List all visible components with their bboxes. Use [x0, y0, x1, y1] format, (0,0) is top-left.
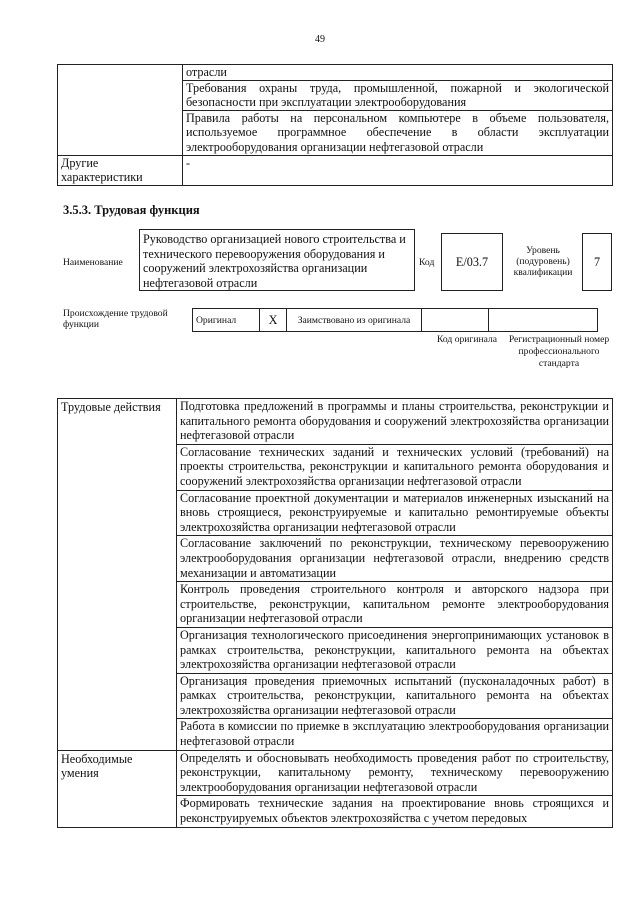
table-cell-text: Согласование проектной документации и материалов инженерных изысканий на вновь строящиеся, реконструируемые и капитально ремонтируемые объекты электрохозяйства организации нефтегазовой отрасли [177, 490, 613, 536]
main-table [57, 398, 613, 828]
table-cell-text: Формировать технические задания на проектирование вновь строящихся и реконструируемых объектов электрохозяйства с учетом передовых [177, 796, 613, 827]
table-row [193, 309, 598, 332]
origin-borrowed-cell: Заимствовано из оригинала [287, 309, 422, 332]
origin-code-cell [422, 309, 489, 332]
group-label: Необходимые умения [58, 750, 177, 827]
code-label: Код [419, 257, 435, 268]
table-cell-text: Организация проведения приемочных испытаний (пусконаладочных работ) в рамках строительства, реконструкции, капитального ремонта на объектах электрохозяйства организации нефтегазовой отрасли [177, 673, 613, 719]
table-row [58, 155, 613, 185]
group-label: Трудовые действия [58, 399, 177, 751]
table-cell-label: Другие характеристики [58, 155, 183, 185]
name-label: Наименование [63, 257, 123, 268]
origin-code-caption: Код оригинала [436, 334, 498, 345]
origin-mark-cell: X [260, 309, 287, 332]
table-row [58, 750, 613, 796]
origin-table [192, 308, 598, 332]
origin-original-cell: Оригинал [193, 309, 260, 332]
table-cell-text: отрасли [183, 65, 613, 81]
table-cell-label [58, 65, 183, 156]
table-cell-text: Правила работы на персональном компьютере в объеме пользователя, используемое программное обеспечение в области эксплуатации электрооборудования организации нефтегазовой отрасли [183, 110, 613, 155]
table-cell-text: Требования охраны труда, промышленной, пожарной и экологической безопасности при эксплуатации электрооборудования [183, 80, 613, 110]
table-cell-text: Контроль проведения строительного контроля и авторского надзора при строительстве, реконструкции, капитальном ремонте электрооборудования организации нефтегазовой отрасли [177, 582, 613, 628]
table-cell-text: Согласование заключений по реконструкции, техническому перевооружению электрооборудования организации нефтегазовой отрасли, внедрению средств механизации и автоматизации [177, 536, 613, 582]
level-box: 7 [582, 233, 612, 291]
table-row [58, 65, 613, 81]
origin-label: Происхождение трудовой функции [63, 308, 168, 330]
table-cell-text: Организация технологического присоединения энергопринимающих установок в рамках строительства, реконструкции, капитального ремонта на объектах электрохозяйства организации нефтегазовой отрасли [177, 627, 613, 673]
table-cell-text: Согласование технических заданий и технических условий (требований) на проекты строительства, реконструкции и капитального ремонта оборудования и сооружений электрохозяйства организации нефтегазовой отрасли [177, 444, 613, 490]
table-cell-text: Подготовка предложений в программы и планы строительства, реконструкции и капитального ремонта оборудования и сооружений электрохозяйства организации нефтегазовой отрасли [177, 399, 613, 445]
origin-reg-caption: Регистрационный номер профессионального стандарта [508, 334, 610, 369]
page-number: 49 [315, 34, 325, 45]
origin-reg-cell [489, 309, 598, 332]
section-heading: 3.5.3. Трудовая функция [63, 203, 200, 217]
level-label: Уровень (подуровень) квалификации [513, 245, 573, 278]
function-name-box: Руководство организацией нового строительства и технического перевооружения оборудования и сооружений электрохозяйства организации нефтегазовой отрасли [139, 229, 415, 291]
code-box: E/03.7 [441, 233, 503, 291]
table-cell-text: Определять и обосновывать необходимость проведения работ по строительству, реконструкции, капитальному ремонту, техническому перевооружению электрооборудования организации нефтегазовой отрасли [177, 750, 613, 796]
continuation-table [57, 64, 613, 186]
table-cell-text: - [183, 155, 613, 185]
table-row [58, 399, 613, 445]
table-cell-text: Работа в комиссии по приемке в эксплуатацию электрооборудования организации нефтегазовой отрасли [177, 719, 613, 750]
